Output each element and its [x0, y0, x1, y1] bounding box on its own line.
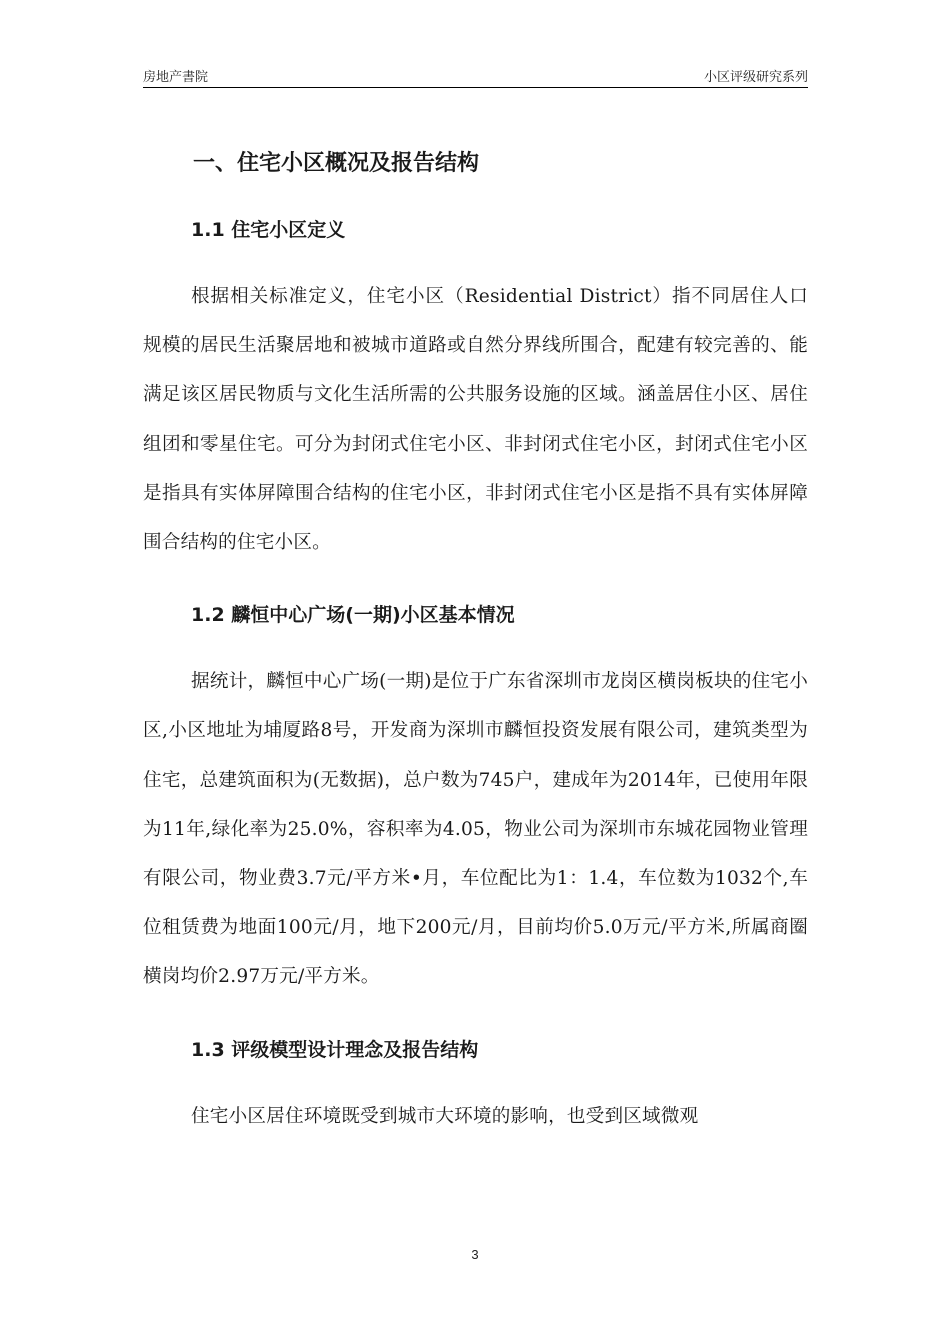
section-heading-1-2: 1.2 麟恒中心广场(一期)小区基本情况 — [191, 604, 515, 627]
page-header — [143, 66, 808, 88]
header-divider — [143, 87, 808, 88]
header-right-title: 小区评级研究系列 — [703, 70, 808, 85]
document-body — [143, 140, 808, 1141]
header-left-title: 房地产書院 — [143, 70, 209, 85]
section-heading-1-1: 1.1 住宅小区定义 — [191, 219, 346, 241]
chapter-title: 一、住宅小区概况及报告结构 — [193, 151, 480, 176]
section-paragraph-1-2: 据统计，麟恒中心广场(一期)是位于广东省深圳市龙岗区横岗板块的住宅小区,小区地址为埔厦路8号，开发商为深圳市麟恒投资发展有限公司，建筑类型为住宅，总建筑面积为(无数据)，总户数为745户，建成年为2014年，已使用年限为11年,绿化率为25.0%，容积率为4.05，物业公司为深圳市东城花园物业管理有限公司，物业费3.7元/平方米•月，车位配比为1：1.4，车位数为1032个,车位租赁费为地面100元/月，地下200元/月，目前均价5.0万元/平方米,所属商圈横岗均价2.97万元/平方米。 — [143, 671, 808, 988]
section-paragraph-1-3: 住宅小区居住环境既受到城市大环境的影响，也受到区域微观 — [191, 1105, 699, 1127]
section-heading-1-3: 1.3 评级模型设计理念及报告结构 — [191, 1038, 479, 1061]
page-number: 3 — [471, 1247, 479, 1262]
section-paragraph-1-1: 根据相关标准定义，住宅小区（Residential District）指不同居住人口规模的居民生活聚居地和被城市道路或自然分界线所围合，配建有较完善的、能满足该区居民物质与文化生活所需的公共服务设施的区域。涵盖居住小区、居住组团和零星住宅。可分为封闭式住宅小区、非封闭式住宅小区，封闭式住宅小区是指具有实体屏障围合结构的住宅小区，非封闭式住宅小区是指不具有实体屏障围合结构的住宅小区。 — [143, 286, 808, 554]
